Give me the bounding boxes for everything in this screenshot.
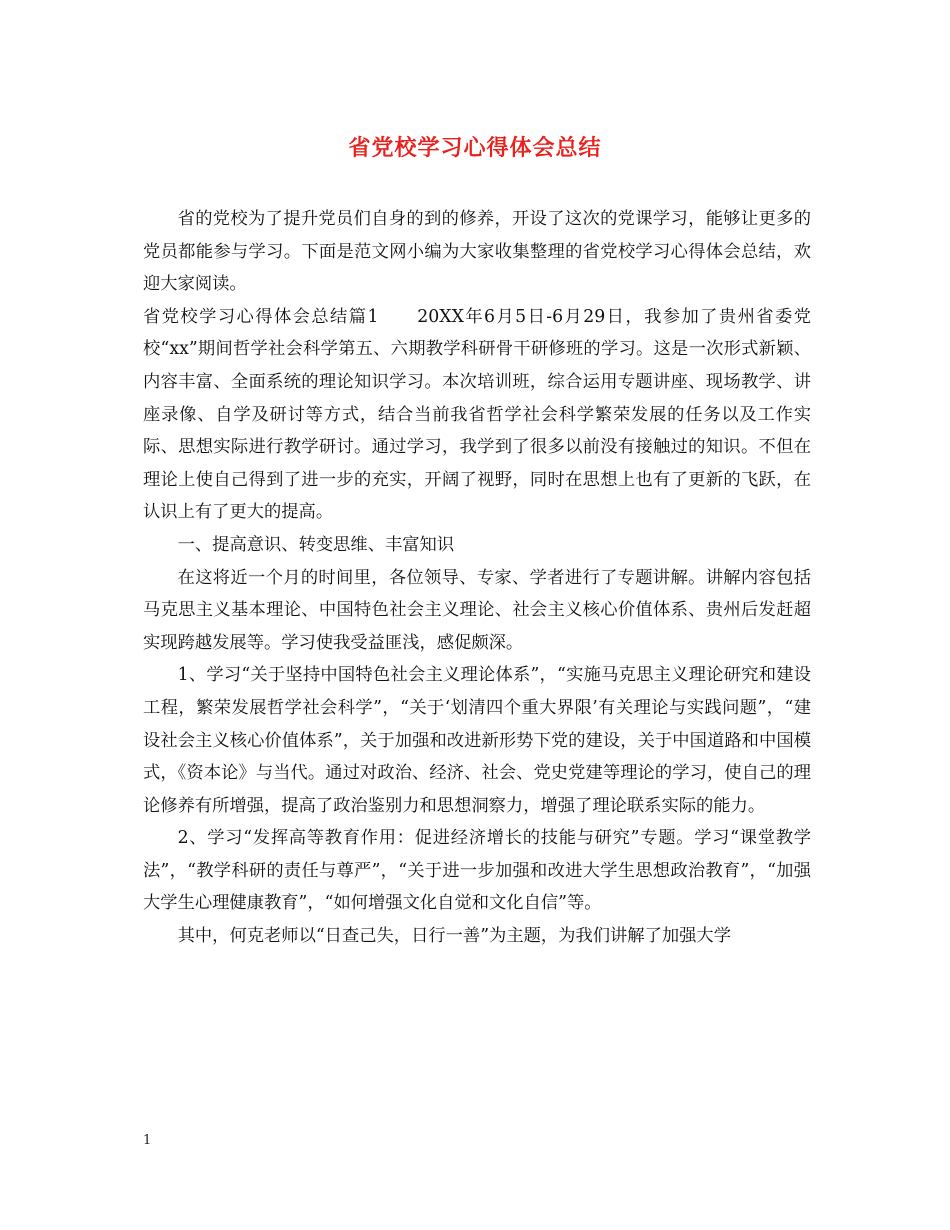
paragraph-article-1: 省党校学习心得体会总结篇1 20XX年6月5日-6月29日，我参加了贵州省委党校“xx”期间哲学社会科学第五、六期教学科研骨干研修班的学习。这是一次形式新颖、内容丰富、全面系统的理论知识学习。本次培训班，综合运用专题讲座、现场教学、讲座录像、自学及研讨等方式，结合当前我省哲学社会科学繁荣发展的任务以及工作实际、思想实际进行教学研讨。通过学习，我学到了很多以前没有接触过的知识。不但在理论上使自己得到了进一步的充实，开阔了视野，同时在思想上也有了更新的飞跃，在认识上有了更大的提高。 (143, 306, 811, 523)
page-number: 1 (143, 1133, 152, 1148)
paragraph-point-1: 1、学习“关于坚持中国特色社会主义理论体系”，“实施马克思主义理论研究和建设工程，繁荣发展哲学社会科学”，“关于‘划清四个重大界限’有关理论与实践问题”，“建设社会主义核心价值体系”，关于加强和改进新形势下党的建设，关于中国道路和中国模式，《资本论》与当代。通过对政治、经济、社会、党史党建等理论的学习，使自己的理论修养有所增强，提高了政治鉴别力和思想洞察力，增强了理论联系实际的能力。 (143, 665, 811, 816)
paragraph-intro: 省的党校为了提升党员们自身的到的修养，开设了这次的党课学习，能够让更多的党员都能参与学习。下面是范文网小编为大家收集整理的省党校学习心得体会总结，欢迎大家阅读。 (143, 209, 811, 295)
paragraph-continued: 其中，何克老师以“日查己失，日行一善”为主题，为我们讲解了加强大学 (177, 926, 731, 947)
document-body (143, 203, 811, 953)
paragraph-lectures: 在这将近一个月的时间里，各位领导、专家、学者进行了专题讲解。讲解内容包括马克思主义基本理论、中国特色社会主义理论、社会主义核心价值体系、贵州后发赶超实现跨越发展等。学习使我受益匪浅，感促颇深。 (143, 567, 811, 653)
document-title: 省党校学习心得体会总结 (348, 135, 602, 161)
paragraph-point-2: 2、学习“发挥高等教育作用：促进经济增长的技能与研究”专题。学习“课堂教学法”，“教学科研的责任与尊严”，“关于进一步加强和改进大学生思想政治教育”，“加强大学生心理健康教育”，“如何增强文化自觉和文化自信”等。 (143, 828, 811, 914)
section-heading-1: 一、提高意识、转变思维、丰富知识 (177, 534, 455, 555)
